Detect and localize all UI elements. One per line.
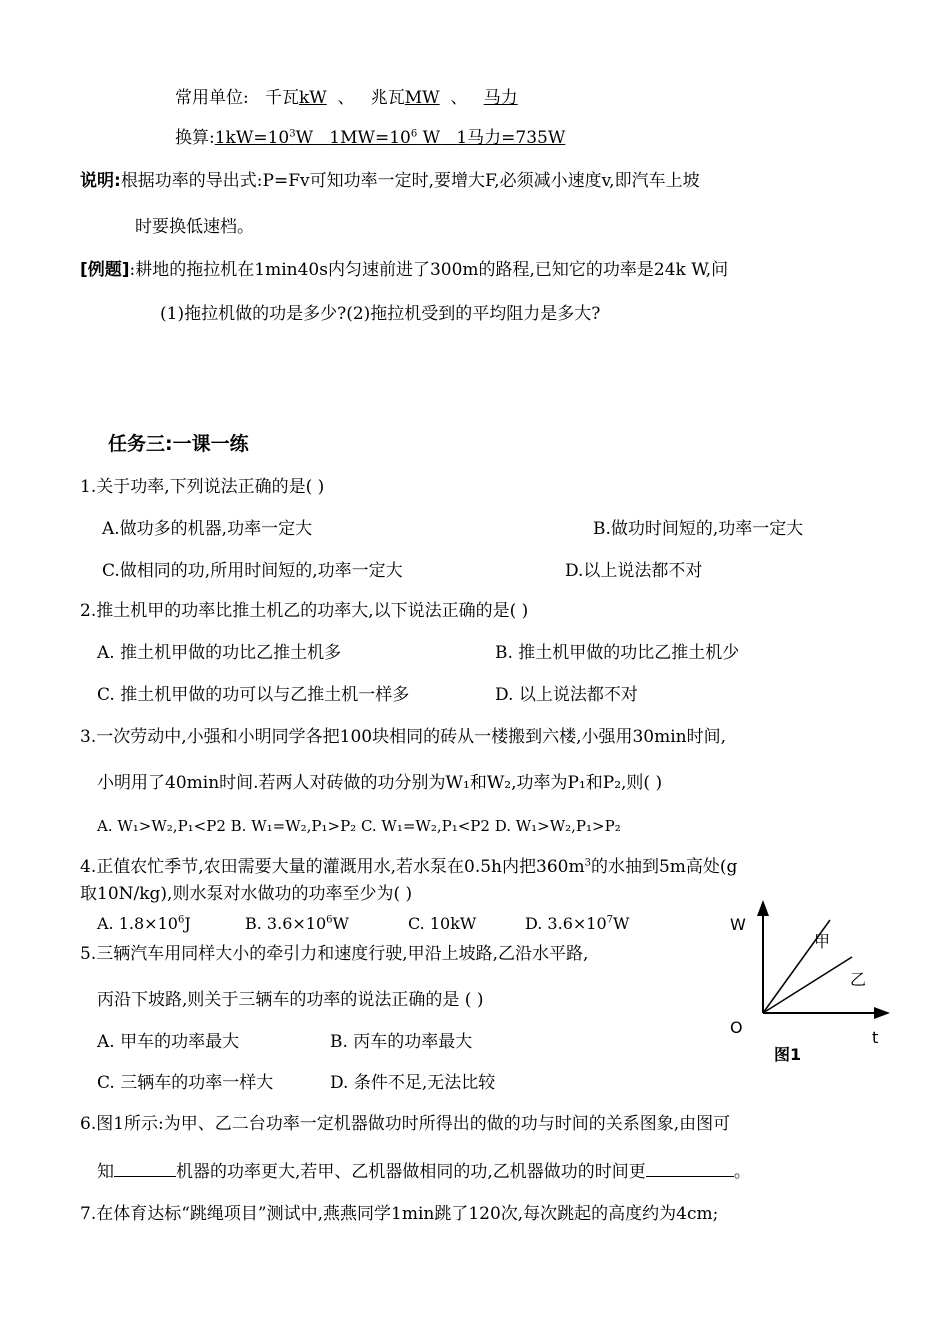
conv-kw-exp: 3 — [289, 128, 296, 140]
label-jia: 甲 — [814, 932, 831, 951]
q4-d-unit: W — [613, 914, 630, 933]
q3-line-1: 3.一次劳动中,小强和小明同学各把100块相同的砖从一楼搬到六楼,小强用30min时间, — [80, 727, 727, 747]
example-text: :耕地的拖拉机在1min40s内匀速前进了300m的路程,已知它的功率是24k W,问 — [129, 260, 729, 280]
task3-title: 任务三:一课一练 — [108, 433, 249, 455]
q4-line-2: 取10N/kg),则水泵对水做功的功率至少为( ) — [80, 884, 413, 904]
q4-b-unit: W — [332, 914, 349, 933]
q2-option-d: D. 以上说法都不对 — [495, 685, 638, 705]
q4-text-b: 的水抽到5m高处(g — [590, 857, 738, 877]
q5-option-d: D. 条件不足,无法比较 — [330, 1073, 496, 1093]
q1-option-a: A.做功多的机器,功率一定大 — [102, 519, 313, 539]
conv-mw-exp: 6 — [410, 128, 418, 140]
q6-text-b: 机器的功率更大,若甲、乙机器做相同的功,乙机器做功的时间更 — [176, 1162, 646, 1182]
origin-label: O — [730, 1018, 743, 1037]
y-axis-label: W — [730, 915, 746, 934]
unit-kw-cn: 千瓦 — [264, 88, 299, 108]
unit-mw: MW — [404, 88, 440, 108]
q4-b-base: B. 3.6×10 — [245, 914, 327, 933]
q2-option-b: B. 推土机甲做的功比乙推土机少 — [495, 643, 740, 663]
q1-option-c: C.做相同的功,所用时间短的,功率一定大 — [102, 561, 403, 581]
q2-option-a: A. 推土机甲做的功比乙推土机多 — [97, 643, 342, 663]
answer-blank[interactable] — [646, 1160, 734, 1177]
conversion-label: 换算: — [175, 128, 215, 148]
q4-option-d — [525, 913, 629, 935]
q3-line-2: 小明用了40min时间.若两人对砖做的功分别为W₁和W₂,功率为P₁和P₂,则( ) — [97, 773, 663, 793]
q5-line-1: 5.三辆汽车用同样大小的牵引力和速度行驶,甲沿上坡路,乙沿水平路, — [80, 944, 589, 964]
q4-line-1 — [80, 856, 737, 878]
note-line-1 — [80, 170, 700, 192]
q7-line-1: 7.在体育达标“跳绳项目”测试中,燕燕同学1min跳了120次,每次跳起的高度约为4cm; — [80, 1204, 719, 1224]
q4-text-a: 4.正值农忙季节,农田需要大量的灌溉用水,若水泵在0.5h内把360m — [80, 857, 585, 877]
example-text-2: (1)拖拉机做的功是多少?(2)拖拉机受到的平均阻力是多大? — [160, 304, 601, 324]
q4-a-base: A. 1.8×10 — [97, 914, 178, 933]
unit-hp: 马力 — [483, 88, 518, 108]
answer-blank[interactable] — [114, 1160, 176, 1177]
q1-option-d: D.以上说法都不对 — [565, 561, 703, 581]
q4-option-c: C. 10kW — [408, 914, 477, 933]
units-line — [175, 87, 518, 109]
example-label: [例题] — [80, 260, 130, 280]
q5-option-c: C. 三辆车的功率一样大 — [97, 1073, 274, 1093]
conv-hp: 1马力=735W — [456, 128, 566, 148]
label-yi: 乙 — [850, 970, 867, 989]
line-yi — [763, 957, 852, 1013]
conv-mw-unit: W — [422, 128, 441, 148]
x-axis-label: t — [872, 1028, 879, 1047]
q4-d-base: D. 3.6×10 — [525, 914, 607, 933]
q6-line-2 — [97, 1160, 751, 1183]
example-line-2 — [160, 303, 600, 325]
note-line-2 — [135, 216, 254, 238]
separator: 、 — [337, 88, 355, 108]
q4-d-exp: 7 — [606, 914, 614, 926]
conv-kw-unit: W — [295, 128, 314, 148]
note-label: 说明: — [80, 171, 121, 191]
note-text: 根据功率的导出式:P=Fv可知功率一定时,要增大F,必须减小速度v,即汽车上坡 — [120, 171, 700, 191]
conversion-line — [175, 127, 565, 149]
q4-a-unit: J — [184, 914, 191, 933]
q4-a-exp: 6 — [177, 914, 185, 926]
q6-line-1: 6.图1所示:为甲、乙二台功率一定机器做功时所得出的做的功与时间的关系图象,由图可 — [80, 1114, 731, 1134]
q4-option-a — [97, 913, 191, 935]
separator: 、 — [450, 88, 468, 108]
q6-text-c: 。 — [733, 1162, 751, 1182]
q4-option-b — [245, 913, 349, 935]
q3-options: A. W₁>W₂,P₁<P2 B. W₁=W₂,P₁>P₂ C. W₁=W₂,P₁<P2 D. W₁>W₂,P₁>P₂ — [97, 817, 621, 835]
conv-kw: 1kW=10 — [214, 128, 290, 148]
units-label: 常用单位: — [175, 88, 249, 108]
conv-mw: 1MW=10 — [329, 128, 411, 148]
q5-option-a: A. 甲车的功率最大 — [97, 1032, 240, 1052]
unit-kw: kW — [298, 88, 327, 108]
q2-option-c: C. 推土机甲做的功可以与乙推土机一样多 — [97, 685, 410, 705]
note-text-2: 时要换低速档。 — [135, 217, 254, 237]
unit-mw-cn: 兆瓦 — [370, 88, 405, 108]
q4-exp: 3 — [584, 857, 591, 869]
figure-caption: 图1 — [774, 1045, 802, 1064]
q4-b-exp: 6 — [326, 914, 333, 926]
conversion-values — [215, 128, 566, 148]
q1-option-b: B.做功时间短的,功率一定大 — [593, 519, 804, 539]
work-time-graph — [722, 900, 892, 1070]
q2-stem: 2.推土机甲的功率比推土机乙的功率大,以下说法正确的是( ) — [80, 601, 529, 621]
q5-option-b: B. 丙车的功率最大 — [330, 1032, 473, 1052]
q1-stem: 1.关于功率,下列说法正确的是( ) — [80, 477, 325, 497]
example-line-1 — [80, 259, 728, 281]
q6-text-a: 知 — [97, 1162, 114, 1182]
q5-line-2: 丙沿下坡路,则关于三辆车的功率的说法正确的是 ( ) — [97, 990, 484, 1010]
